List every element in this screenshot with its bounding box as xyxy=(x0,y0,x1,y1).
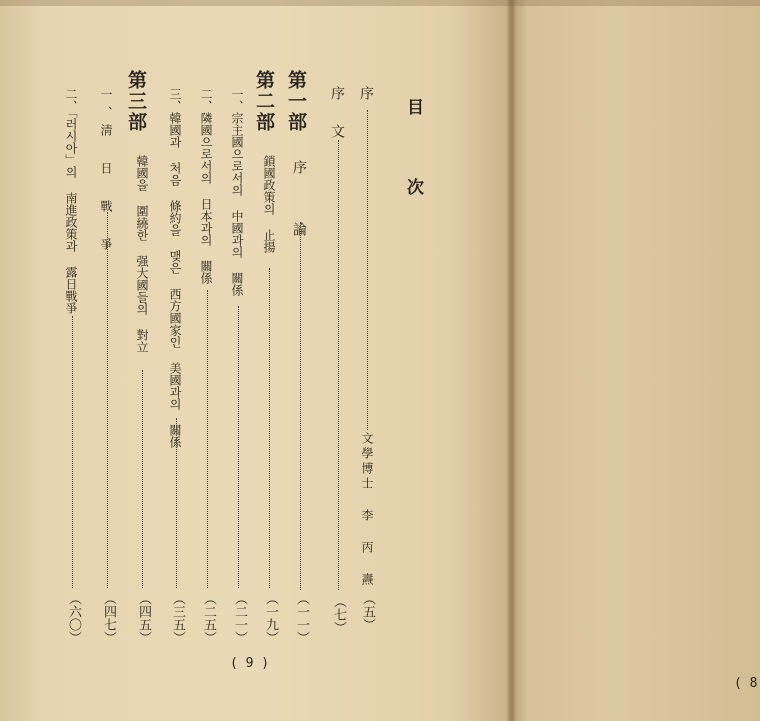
book-gutter xyxy=(506,0,516,721)
toc-p2-1-leader xyxy=(238,306,239,588)
toc-part1-label: 第一部 xyxy=(285,70,307,133)
toc-foreword-label: 序 文 xyxy=(329,86,345,142)
toc-p2-3-leader xyxy=(176,418,177,588)
toc-part1-title: 序 論 xyxy=(291,160,307,252)
toc-heading: 目 xyxy=(403,98,423,115)
toc-preface-label: 序 xyxy=(358,86,374,100)
toc-foreword-leader xyxy=(338,140,339,590)
toc-p2-3-label: 三、韓國과 처음 條約을 맺은 西方國家인 美國과의 關係 xyxy=(168,88,182,448)
page-top-edge xyxy=(0,0,760,6)
toc-p3-2-leader xyxy=(72,316,73,588)
toc-part2-label: 第二部 xyxy=(253,70,275,133)
toc-p2-3-page: （三五） xyxy=(170,592,185,644)
toc-part1-leader xyxy=(300,222,301,590)
toc-part2-leader xyxy=(269,268,270,588)
toc-preface-leader xyxy=(367,110,368,430)
toc-part3-label: 第三部 xyxy=(125,70,147,133)
toc-p2-1-page: （二一） xyxy=(232,592,247,644)
toc-part2-page: （一九） xyxy=(263,592,278,644)
toc-p2-2-leader xyxy=(207,290,208,588)
toc-foreword-page: （七） xyxy=(331,595,346,634)
toc-part3-leader xyxy=(142,370,143,588)
toc-p3-2-page: （六〇） xyxy=(66,592,81,644)
toc-preface-page: （五） xyxy=(360,592,375,631)
toc-p2-1-label: 一、宗主國으로서의 中國과의 關係 xyxy=(230,88,244,296)
page-number-left: ( 9 ) xyxy=(230,656,270,671)
toc-p2-2-page: （二五） xyxy=(201,592,216,644)
toc-p3-1-leader xyxy=(107,212,108,588)
toc-p3-1-page: （四七） xyxy=(101,592,116,644)
toc-part3-title: 韓國을 圍繞한 强大國들의 對立 xyxy=(135,155,149,353)
toc-part3-page: （四五） xyxy=(136,592,151,644)
toc-heading-2: 次 xyxy=(403,178,423,195)
toc-p3-1-label: 一、淸 日 戰 爭 xyxy=(99,88,113,256)
toc-p3-2-label: 二、「러시아」의 南進政策과 露日戰爭 xyxy=(64,88,78,314)
toc-p2-2-label: 二、隣國으로서의 日本과의 關係 xyxy=(199,88,213,284)
right-page xyxy=(512,0,760,721)
toc-preface-author: 文學博士 李 丙 燾 xyxy=(360,432,374,588)
page-number-right: ( 8 xyxy=(734,676,758,691)
toc-part1-page: （一一） xyxy=(294,592,309,644)
toc-part2-title: 鎖國政策의 止揚 xyxy=(262,155,276,253)
